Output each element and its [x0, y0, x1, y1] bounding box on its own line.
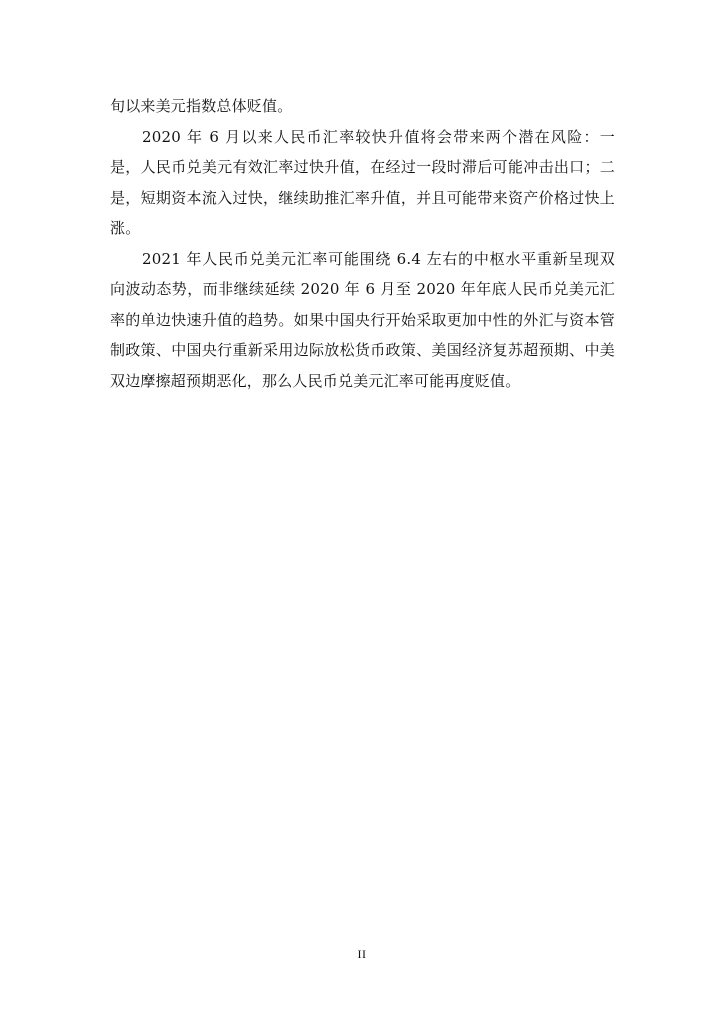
page-number: II — [357, 947, 367, 961]
paragraph-2021-outlook: 2021 年人民币兑美元汇率可能围绕 6.4 左右的中枢水平重新呈现双向波动态势，而非继续延续 2020 年 6 月至 2020 年年底人民币兑美元汇率的单边快速升值的趋势。如果中国央行开始采取更加中性的外汇与资本管制政策、中国央行重新采用边际放松货币政策、美国经济复苏超预期、中美双边摩擦超预期恶化，那么人民币兑美元汇率可能再度贬值。 — [110, 249, 615, 390]
paragraph-continuation: 旬以来美元指数总体贬值。 — [110, 97, 293, 115]
body-text — [110, 91, 615, 396]
paragraph-appreciation-risks: 2020 年 6 月以来人民币汇率较快升值将会带来两个潜在风险：一是，人民币兑美元有效汇率过快升值，在经过一段时滞后可能冲击出口；二是，短期资本流入过快，继续助推汇率升值，并且可能带来资产价格过快上涨。 — [110, 127, 615, 237]
